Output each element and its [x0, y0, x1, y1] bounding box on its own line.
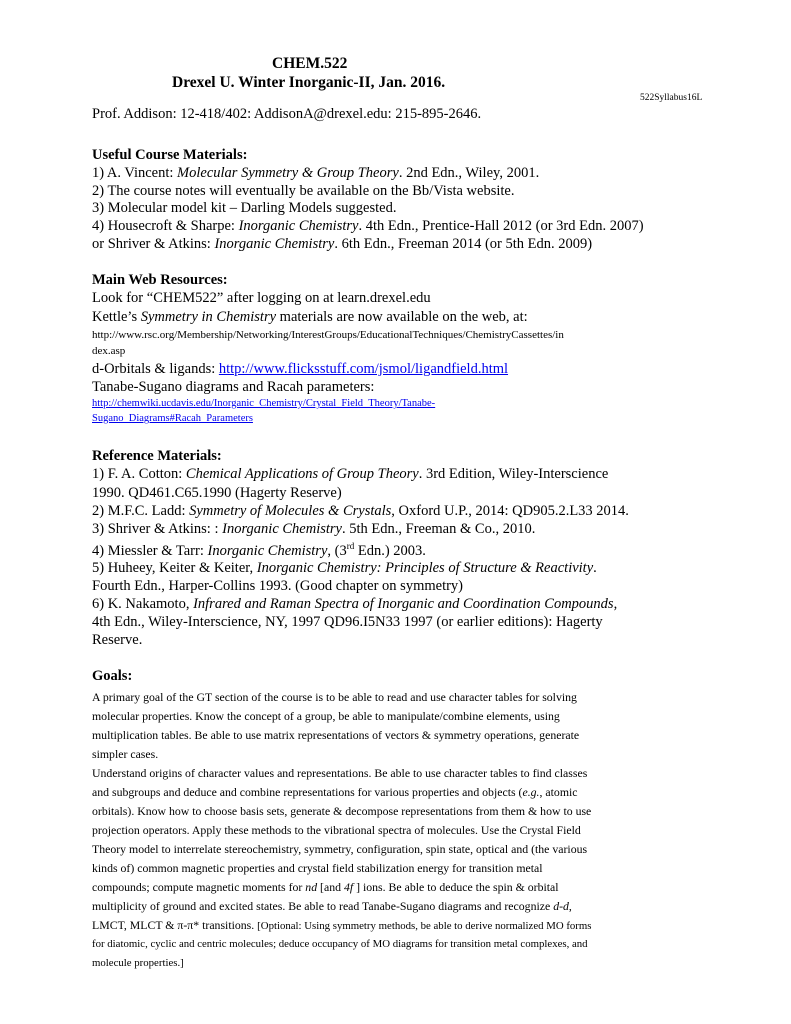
goals-line-12: multiplicity of ground and excited states. Be able to read Tanabe-Sugano diagrams and recognize d-d, — [92, 899, 572, 913]
materials-item-4b: or Shriver & Atkins: Inorganic Chemistry. 6th Edn., Freeman 2014 (or 5th Edn. 2009) — [92, 236, 593, 252]
reference-1b: 1990. QD461.C65.1990 (Hagerty Reserve) — [92, 485, 342, 501]
web-line-2: Kettle’s Symmetry in Chemistry materials are now available on the web, at: — [92, 309, 528, 325]
rsc-url-line-2: dex.asp — [92, 345, 126, 357]
reference-1: 1) F. A. Cotton: Chemical Applications of Group Theory. 3rd Edition, Wiley-Interscience — [92, 466, 609, 482]
materials-item-1: 1) A. Vincent: Molecular Symmetry & Group Theory. 2nd Edn., Wiley, 2001. — [92, 165, 540, 181]
goals-line-3: multiplication tables. Be able to use matrix representations of vectors & symmetry operations, generate — [92, 728, 580, 742]
ligandfield-link[interactable]: http://www.flicksstuff.com/jsmol/ligandfield.html — [218, 361, 509, 377]
goals-line-1: A primary goal of the GT section of the course is to be able to read and use character tables for solving — [92, 690, 577, 704]
goals-line-4: simpler cases. — [92, 747, 159, 761]
reference-5b: Fourth Edn., Harper-Collins 1993. (Good chapter on symmetry) — [92, 578, 464, 594]
reference-5: 5) Huheey, Keiter & Keiter, Inorganic Chemistry: Principles of Structure & Reactivity. — [92, 560, 597, 576]
goals-line-2: molecular properties. Know the concept of a group, be able to manipulate/combine elements, using — [92, 709, 560, 723]
reference-6: 6) K. Nakamoto, Infrared and Raman Spectra of Inorganic and Coordination Compounds, — [92, 596, 618, 612]
goals-line-15: molecule properties.] — [92, 957, 184, 969]
course-code: CHEM.522 — [272, 55, 348, 72]
rsc-url-line-1: http://www.rsc.org/Membership/Networking/InterestGroups/EducationalTechniques/ChemistryCassettes/in — [92, 329, 564, 341]
goals-line-9: Theory model to interrelate stereochemistry, symmetry, configuration, spin state, optical and (the various — [92, 842, 588, 856]
reference-6c: Reserve. — [92, 632, 143, 648]
reference-6b: 4th Edn., Wiley-Interscience, NY, 1997 QD96.I5N33 1997 (or earlier editions): Hagerty — [92, 614, 603, 630]
file-id: 522Syllabus16L — [640, 93, 703, 103]
goals-line-13: LMCT, MLCT & π-π* transitions. [Optional: Using symmetry methods, be able to derive normalized MO forms — [92, 918, 592, 932]
reference-4: 4) Miessler & Tarr: Inorganic Chemistry, (3rd Edn.) 2003. — [92, 541, 426, 559]
materials-item-4: 4) Housecroft & Sharpe: Inorganic Chemistry. 4th Edn., Prentice-Hall 2012 (or 3rd Edn. 2007) — [92, 218, 644, 234]
course-title: Drexel U. Winter Inorganic-II, Jan. 2016. — [172, 74, 446, 91]
chemwiki-link-line-1[interactable]: http://chemwiki.ucdavis.edu/Inorganic_Chemistry/Crystal_Field_Theory/Tanabe- — [92, 398, 436, 409]
reference-2: 2) M.F.C. Ladd: Symmetry of Molecules & Crystals, Oxford U.P., 2014: QD905.2.L33 2014. — [92, 503, 629, 519]
web-line-4: Tanabe-Sugano diagrams and Racah parameters: — [92, 379, 375, 395]
chemwiki-link-line-2[interactable]: Sugano_Diagrams#Racah_Parameters — [92, 413, 253, 424]
materials-item-2: 2) The course notes will eventually be available on the Bb/Vista website. — [92, 183, 515, 199]
goals-line-8: projection operators. Apply these methods to the vibrational spectra of molecules. Use the Crystal Field — [92, 823, 581, 837]
goals-line-11: compounds; compute magnetic moments for nd [and 4f ] ions. Be able to deduce the spin & orbital — [92, 880, 559, 894]
professor-contact: Prof. Addison: 12-418/402: AddisonA@drexel.edu: 215-895-2646. — [92, 106, 482, 122]
web-line-1: Look for “CHEM522” after logging on at learn.drexel.edu — [92, 290, 431, 306]
web-line-3: d-Orbitals & ligands: http://www.flicksstuff.com/jsmol/ligandfield.html — [92, 361, 509, 377]
web-heading: Main Web Resources: — [92, 272, 228, 288]
materials-heading: Useful Course Materials: — [92, 147, 248, 163]
reference-3: 3) Shriver & Atkins: : Inorganic Chemistry. 5th Edn., Freeman & Co., 2010. — [92, 521, 536, 537]
goals-heading: Goals: — [92, 668, 133, 684]
goals-line-14: for diatomic, cyclic and centric molecules; deduce occupancy of MO diagrams for transition metal complexes, and — [92, 938, 588, 950]
goals-line-5: Understand origins of character values and representations. Be able to use character tables to find classes — [92, 766, 588, 780]
goals-line-7: orbitals). Know how to choose basis sets, generate & decompose representations from them & how to use — [92, 804, 592, 818]
reference-heading: Reference Materials: — [92, 448, 222, 464]
materials-item-3: 3) Molecular model kit – Darling Models suggested. — [92, 200, 397, 216]
goals-line-6: and subgroups and deduce and combine representations for various properties and objects (e.g., atomic — [92, 785, 578, 799]
goals-line-10: kinds of) common magnetic properties and crystal field stabilization energy for transition metal — [92, 861, 543, 875]
